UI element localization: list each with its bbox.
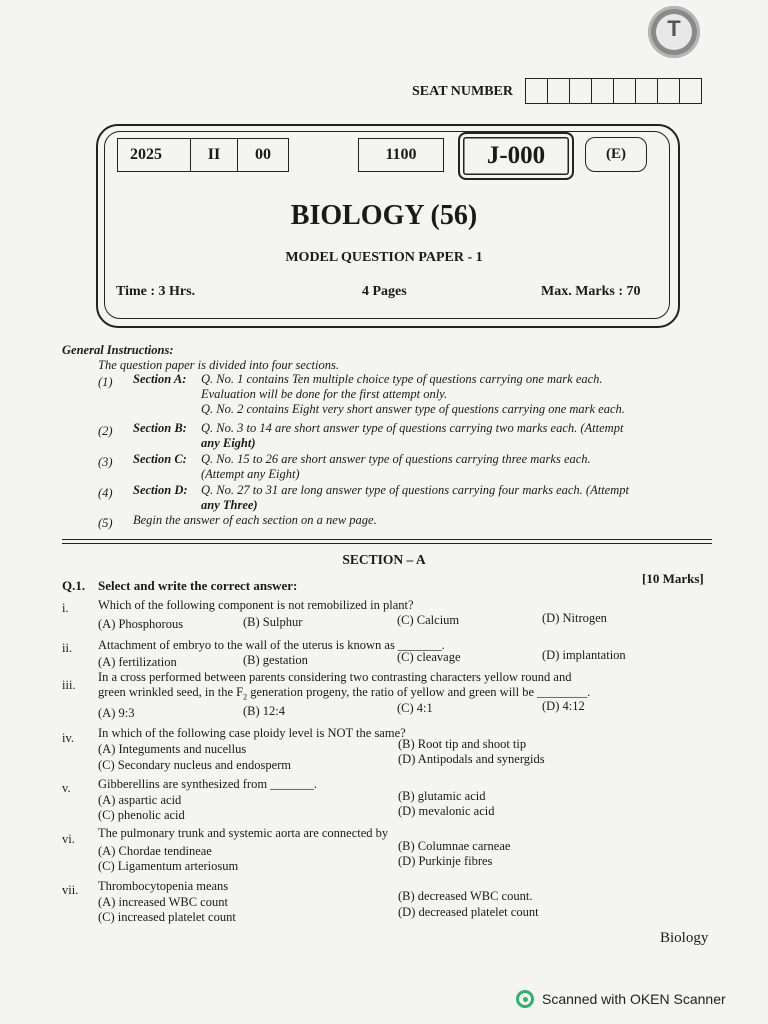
mcq-number: i. (62, 601, 69, 615)
mcq-option: (A) Integuments and nucellus (98, 742, 247, 756)
seat-number-boxes (525, 78, 702, 104)
instruction-line: Q. No. 2 contains Eight very short answer type of questions carrying one mark each. (201, 402, 625, 416)
mcq-option: (D) Antipodals and synergids (398, 752, 545, 766)
mcq-number: iii. (62, 678, 76, 692)
mcq-option: (A) increased WBC count (98, 895, 228, 909)
mcq-question: Thrombocytopenia means (98, 879, 229, 893)
mcq-option: (C) Calcium (397, 613, 460, 627)
mcq-option: (D) decreased platelet count (398, 905, 539, 919)
mcq-question: In which of the following case ploidy level is NOT the same? (98, 726, 406, 740)
mcq-option: (B) Sulphur (243, 615, 303, 629)
scanner-watermark (516, 990, 726, 1008)
mcq-question: Which of the following component is not remobilized in plant? (98, 598, 414, 612)
instruction-label: Section B: (133, 421, 187, 435)
medium-code: (E) (585, 137, 647, 172)
pages-label: 4 Pages (362, 284, 407, 299)
instruction-line: any Three) (201, 498, 258, 512)
mcq-option: (C) cleavage (397, 650, 461, 664)
section-a-title: SECTION – A (342, 552, 426, 567)
mcq-option: (A) fertilization (98, 655, 177, 669)
mcq-option: (B) decreased WBC count. (398, 889, 533, 903)
instruction-line: Evaluation will be done for the first attempt only. (201, 387, 448, 401)
mcq-number: v. (62, 781, 71, 795)
paper-code: J-000 (458, 132, 574, 180)
scanner-text: Scanned with OKEN Scanner (542, 991, 726, 1007)
footer-subject: Biology (660, 930, 709, 946)
instruction-line: Q. No. 3 to 14 are short answer type of questions carrying two marks each. (Attempt (201, 421, 624, 435)
instructions-intro: The question paper is divided into four sections. (98, 358, 339, 372)
instruction-label: Section A: (133, 372, 187, 386)
instruction-num: (4) (98, 486, 113, 500)
mcq-option: (B) Root tip and shoot tip (398, 737, 527, 751)
instruction-num: (3) (98, 455, 113, 469)
exam-code-box (117, 138, 289, 172)
publisher-logo: T (648, 6, 700, 58)
max-marks-label: Max. Marks : 70 (541, 284, 641, 299)
center-code: 1100 (385, 146, 417, 163)
mcq-option: (B) Columnae carneae (398, 839, 511, 853)
divider (62, 539, 712, 540)
mcq-option: (B) glutamic acid (398, 789, 486, 803)
mcq-option: (D) mevalonic acid (398, 804, 495, 818)
mcq-option: (C) phenolic acid (98, 808, 185, 822)
scanner-logo-icon (516, 990, 534, 1008)
instruction-num: (2) (98, 424, 113, 438)
question-instruction: Select and write the correct answer: (98, 578, 298, 593)
mcq-option: (D) Nitrogen (542, 611, 607, 625)
mcq-option: (C) Ligamentum arteriosum (98, 859, 239, 873)
paper-subtitle: MODEL QUESTION PAPER - 1 (285, 250, 483, 265)
instruction-line: (Attempt any Eight) (201, 467, 300, 481)
mcq-option: (C) increased platelet count (98, 910, 236, 924)
subject-title: BIOLOGY (56) (290, 200, 478, 231)
mcq-option: (A) Chordae tendineae (98, 844, 212, 858)
mcq-option: (B) 12:4 (243, 704, 286, 718)
instruction-line: any Eight) (201, 436, 256, 450)
seat-number-label: SEAT NUMBER (412, 84, 514, 99)
instruction-label: Section C: (133, 452, 187, 466)
mcq-option: (D) implantation (542, 648, 626, 662)
instruction-num: (1) (98, 375, 113, 389)
mcq-question: Attachment of embryo to the wall of the uterus is known as _______. (98, 638, 445, 652)
mcq-number: vi. (62, 832, 75, 846)
mcq-question: In a cross performed between parents considering two contrasting characters yellow round and (98, 670, 572, 684)
mcq-number: ii. (62, 641, 73, 655)
center-code-box (358, 138, 444, 172)
divider (62, 543, 712, 544)
mcq-number: iv. (62, 731, 75, 745)
instruction-line: Q. No. 27 to 31 are long answer type of questions carrying four marks each. (Attempt (201, 483, 629, 497)
mcq-option: (B) gestation (243, 653, 308, 667)
mcq-option: (C) 4:1 (397, 701, 433, 715)
mcq-option: (D) 4:12 (542, 699, 585, 713)
exam-set: 00 (255, 146, 271, 163)
mcq-number: vii. (62, 883, 79, 897)
instruction-line: Q. No. 1 contains Ten multiple choice type of questions carrying one mark each. (201, 372, 603, 386)
mcq-option: (D) Purkinje fibres (398, 854, 493, 868)
mcq-option: (A) Phosphorous (98, 617, 184, 631)
mcq-option: (C) Secondary nucleus and endosperm (98, 758, 291, 772)
instruction-line: Q. No. 15 to 26 are short answer type of questions carrying three marks each. (201, 452, 591, 466)
mcq-question: Gibberellins are synthesized from _______. (98, 777, 318, 791)
instructions-title: General Instructions: (62, 343, 174, 357)
mcq-question-cont: green wrinkled seed, in the $F_2$ generation progeny, the ratio of yellow and green will be ________. (98, 685, 591, 702)
mcq-option: (A) 9:3 (98, 706, 135, 720)
instruction-line: Begin the answer of each section on a new page. (133, 513, 377, 527)
instruction-num: (5) (98, 516, 113, 530)
instruction-label: Section D: (133, 483, 188, 497)
exam-year: 2025 (130, 146, 162, 163)
mcq-question: The pulmonary trunk and systemic aorta are connected by (98, 826, 389, 840)
exam-term: II (207, 146, 221, 163)
question-marks: [10 Marks] (642, 571, 704, 586)
mcq-option: (A) aspartic acid (98, 793, 182, 807)
time-label: Time : 3 Hrs. (116, 284, 196, 299)
question-number: Q.1. (62, 578, 86, 593)
